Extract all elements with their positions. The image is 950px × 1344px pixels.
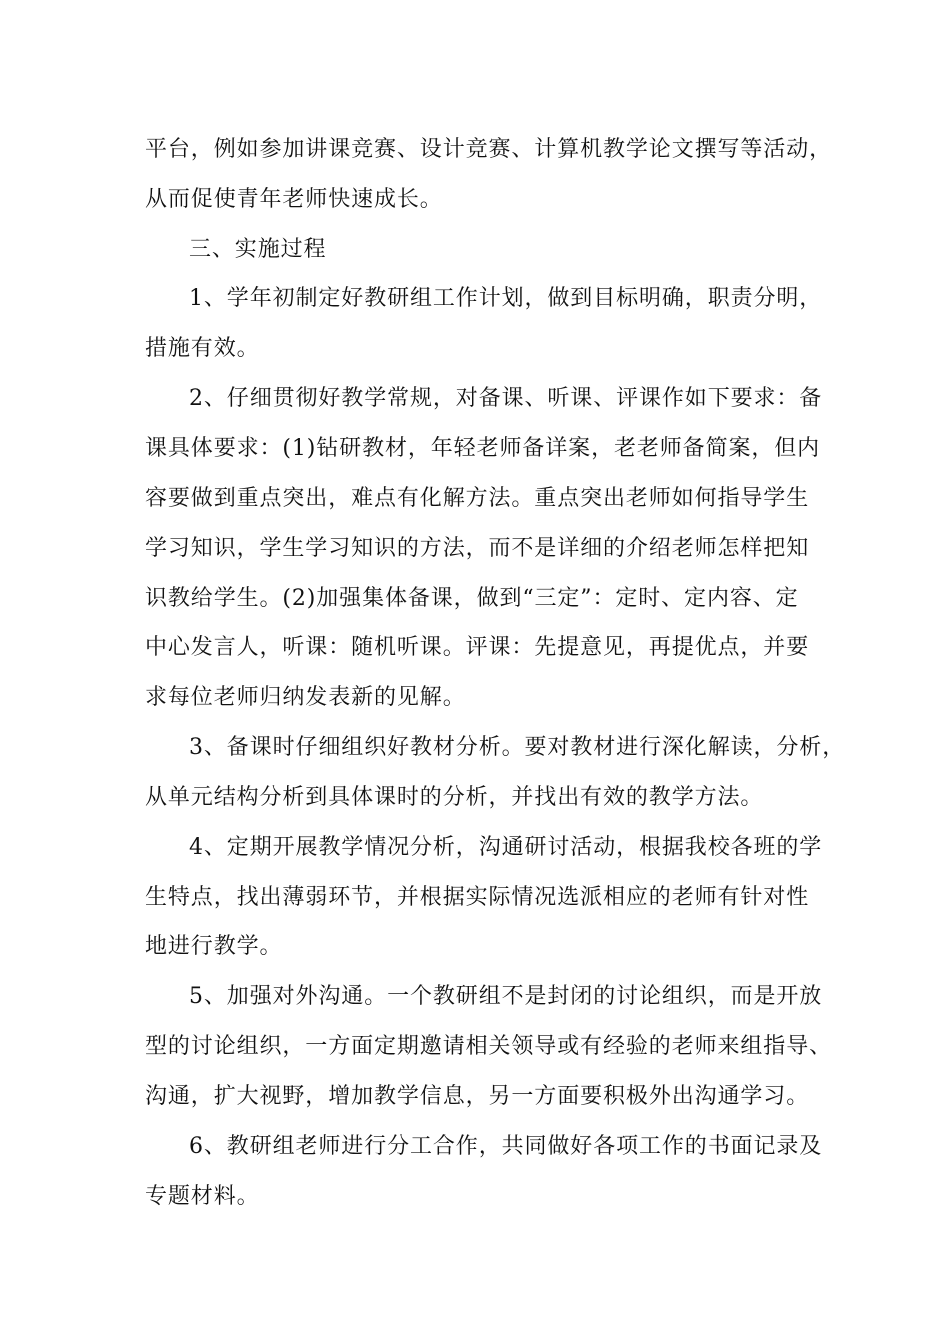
text-line: 措施有效。 [145,336,260,361]
text-line: 容要做到重点突出，难点有化解方法。重点突出老师如何指导学生 [145,486,810,511]
text-line: 沟通，扩大视野，增加教学信息，另一方面要积极外出沟通学习。 [145,1084,810,1109]
text-line: 求每位老师归纳发表新的见解。 [145,685,466,710]
text-line: 从而促使青年老师快速成长。 [145,187,443,212]
text-line: 生特点，找出薄弱环节，并根据实际情况选派相应的老师有针对性 [145,885,810,910]
text-line: 2、仔细贯彻好教学常规，对备课、听课、评课作如下要求：备 [189,386,823,411]
text-line: 1、学年初制定好教研组工作计划，做到目标明确，职责分明， [189,286,823,311]
text-line: 5、加强对外沟通。一个教研组不是封闭的讨论组织，而是开放 [189,984,823,1009]
section-heading: 三、实施过程 [189,237,327,262]
text-line: 型的讨论组织，一方面定期邀请相关领导或有经验的老师来组指导、 [145,1034,833,1059]
text-line: 3、备课时仔细组织好教材分析。要对教材进行深化解读，分析， [189,735,846,760]
text-line: 从单元结构分析到具体课时的分析，并找出有效的教学方法。 [145,785,764,810]
text-line: 识教给学生。(2)加强集体备课，做到“三定”：定时、定内容、定 [145,586,799,611]
text-line: 专题材料。 [145,1184,260,1209]
text-line: 平台，例如参加讲课竞赛、设计竞赛、计算机教学论文撰写等活动， [145,137,833,162]
text-line: 地进行教学。 [145,934,283,959]
text-line: 6、教研组老师进行分工合作，共同做好各项工作的书面记录及 [189,1134,823,1159]
text-line: 中心发言人，听课：随机听课。评课：先提意见，再提优点，并要 [145,635,810,660]
text-line: 4、定期开展教学情况分析，沟通研讨活动，根据我校各班的学 [189,835,823,860]
text-line: 课具体要求：(1)钻研教材，年轻老师备详案，老老师备简案，但内 [145,436,821,461]
text-line: 学习知识，学生学习知识的方法，而不是详细的介绍老师怎样把知 [145,536,810,561]
